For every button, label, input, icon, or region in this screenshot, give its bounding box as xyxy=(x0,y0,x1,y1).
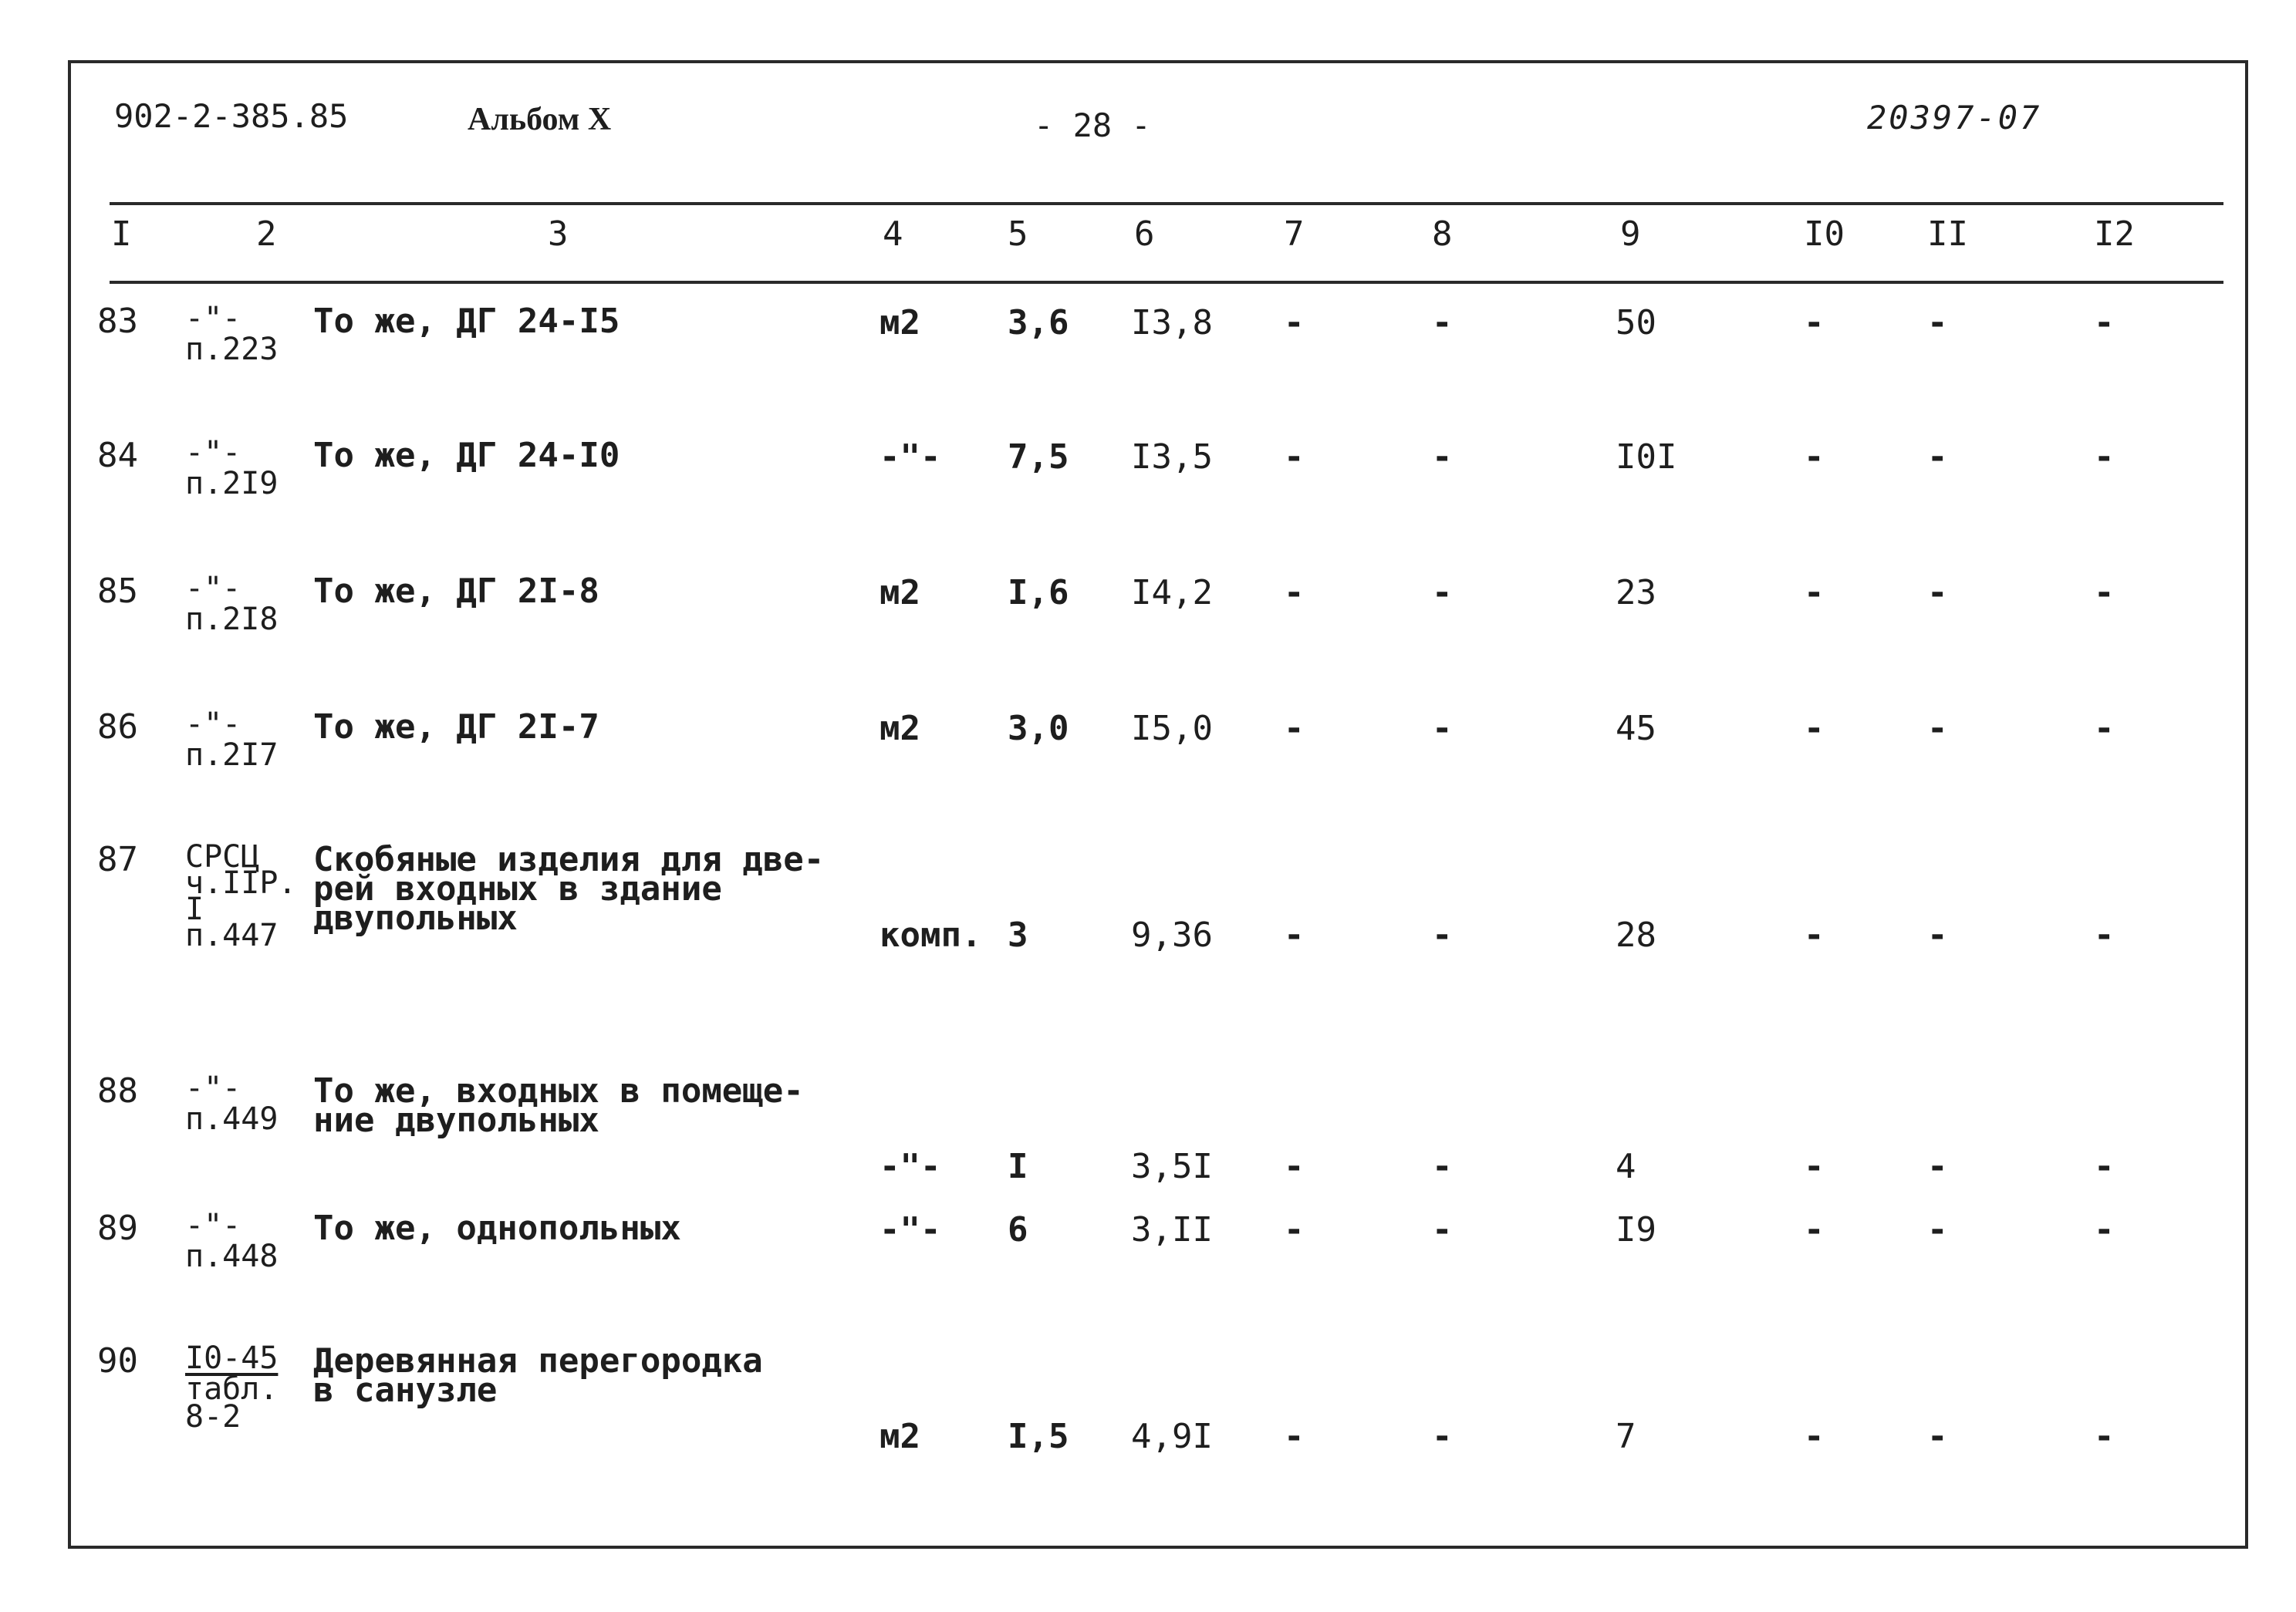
value-c10: - xyxy=(1804,1147,1825,1186)
value-col6: I3,5 xyxy=(1131,437,1213,477)
value-c9: 45 xyxy=(1616,709,1656,748)
reference: п.2I9 xyxy=(185,466,279,501)
unit: м2 xyxy=(880,709,920,748)
row-number: 83 xyxy=(97,302,138,341)
description-line: То же, ДГ 2I-7 xyxy=(313,707,599,747)
quantity: 3,0 xyxy=(1008,709,1069,748)
reference: п.2I8 xyxy=(185,602,279,637)
unit: м2 xyxy=(880,1417,920,1456)
value-c10: - xyxy=(1804,303,1825,342)
value-c7: - xyxy=(1284,916,1305,955)
value-c10: - xyxy=(1804,709,1825,748)
value-c9: 23 xyxy=(1616,573,1656,612)
quantity: 3 xyxy=(1008,916,1028,955)
value-c12: - xyxy=(2094,437,2115,477)
value-col6: 3,II xyxy=(1131,1210,1213,1249)
value-c12: - xyxy=(2094,573,2115,612)
column-number: 6 xyxy=(1134,214,1155,254)
reference: -"- xyxy=(185,301,241,336)
description-line: То же, ДГ 24-I5 xyxy=(313,302,620,341)
row-number: 88 xyxy=(97,1071,138,1111)
row-number: 89 xyxy=(97,1209,138,1248)
value-c10: - xyxy=(1804,1417,1825,1456)
inventory-number: 20397-07 xyxy=(1867,99,2042,137)
value-c9: 4 xyxy=(1616,1147,1636,1186)
value-c7: - xyxy=(1284,1417,1305,1456)
reference: п.448 xyxy=(185,1239,279,1274)
unit: м2 xyxy=(880,573,920,612)
unit: комп. xyxy=(880,916,982,955)
row-number: 84 xyxy=(97,436,138,475)
value-c12: - xyxy=(2094,709,2115,748)
header-rule-bottom xyxy=(110,281,2223,284)
column-number: 5 xyxy=(1008,214,1028,254)
reference: ч.ІІР. xyxy=(185,865,297,901)
value-c7: - xyxy=(1284,437,1305,477)
description-line: рей входных в здание xyxy=(313,869,722,909)
description-line: двупольных xyxy=(313,899,518,938)
description-line: То же, ДГ 24-I0 xyxy=(313,436,620,475)
value-c10: - xyxy=(1804,916,1825,955)
value-c7: - xyxy=(1284,1210,1305,1249)
value-c9: I0I xyxy=(1616,437,1677,477)
value-c11: - xyxy=(1927,1210,1948,1249)
value-c9: 50 xyxy=(1616,303,1656,342)
value-c8: - xyxy=(1432,709,1453,748)
column-number: I2 xyxy=(2094,214,2135,254)
value-c8: - xyxy=(1432,573,1453,612)
description-line: То же, входных в помеще- xyxy=(313,1071,804,1111)
row-number: 86 xyxy=(97,707,138,747)
value-col6: 9,36 xyxy=(1131,916,1213,955)
description-line: в санузле xyxy=(313,1371,498,1410)
value-col6: I5,0 xyxy=(1131,709,1213,748)
reference: п.449 xyxy=(185,1101,279,1137)
header-rule-top xyxy=(110,202,2223,205)
reference: п.2I7 xyxy=(185,737,279,773)
value-c11: - xyxy=(1927,1147,1948,1186)
reference: 8-2 xyxy=(185,1399,241,1435)
reference: I xyxy=(185,892,204,927)
reference: СРСЦ xyxy=(185,839,260,875)
value-c12: - xyxy=(2094,1210,2115,1249)
reference: -"- xyxy=(185,435,241,470)
value-c8: - xyxy=(1432,1417,1453,1456)
value-c7: - xyxy=(1284,573,1305,612)
value-c12: - xyxy=(2094,1147,2115,1186)
value-c10: - xyxy=(1804,1210,1825,1249)
value-c11: - xyxy=(1927,709,1948,748)
description-line: ние двупольных xyxy=(313,1101,599,1140)
value-c7: - xyxy=(1284,303,1305,342)
quantity: 3,6 xyxy=(1008,303,1069,342)
column-number: 3 xyxy=(548,214,569,254)
column-number: 8 xyxy=(1432,214,1453,254)
quantity: I,5 xyxy=(1008,1417,1069,1456)
unit: -"- xyxy=(880,1210,941,1249)
value-c10: - xyxy=(1804,437,1825,477)
value-col6: I3,8 xyxy=(1131,303,1213,342)
row-number: 85 xyxy=(97,572,138,611)
reference: I0-45 xyxy=(185,1341,279,1376)
value-c11: - xyxy=(1927,573,1948,612)
quantity: 6 xyxy=(1008,1210,1028,1249)
value-c8: - xyxy=(1432,437,1453,477)
value-c8: - xyxy=(1432,303,1453,342)
value-c12: - xyxy=(2094,916,2115,955)
unit: м2 xyxy=(880,303,920,342)
value-c11: - xyxy=(1927,437,1948,477)
column-number: I xyxy=(111,214,132,254)
description-line: Скобяные изделия для две- xyxy=(313,840,825,879)
value-c10: - xyxy=(1804,573,1825,612)
column-number: II xyxy=(1927,214,1968,254)
page-number: - 28 - xyxy=(1034,106,1151,144)
reference: табл. xyxy=(185,1371,279,1407)
value-c9: I9 xyxy=(1616,1210,1656,1249)
column-number: 4 xyxy=(883,214,903,254)
reference: -"- xyxy=(185,707,241,742)
value-c8: - xyxy=(1432,1210,1453,1249)
reference: -"- xyxy=(185,1208,241,1243)
column-number: 2 xyxy=(256,214,277,254)
album-title: Альбом X xyxy=(468,102,612,137)
description-line: То же, однопольных xyxy=(313,1209,681,1248)
value-c9: 28 xyxy=(1616,916,1656,955)
row-number: 90 xyxy=(97,1341,138,1381)
quantity: I,6 xyxy=(1008,573,1069,612)
value-c8: - xyxy=(1432,1147,1453,1186)
description-line: Деревянная перегородка xyxy=(313,1341,763,1381)
quantity: 7,5 xyxy=(1008,437,1069,477)
unit: -"- xyxy=(880,1147,941,1186)
value-c7: - xyxy=(1284,1147,1305,1186)
value-col6: I4,2 xyxy=(1131,573,1213,612)
reference: -"- xyxy=(185,1071,241,1106)
value-c12: - xyxy=(2094,303,2115,342)
value-c11: - xyxy=(1927,303,1948,342)
reference: п.447 xyxy=(185,918,279,953)
value-c12: - xyxy=(2094,1417,2115,1456)
description-line: То же, ДГ 2I-8 xyxy=(313,572,599,611)
value-c9: 7 xyxy=(1616,1417,1636,1456)
value-col6: 3,5I xyxy=(1131,1147,1213,1186)
column-number: 9 xyxy=(1620,214,1641,254)
value-c11: - xyxy=(1927,916,1948,955)
quantity: I xyxy=(1008,1147,1028,1186)
column-number: 7 xyxy=(1284,214,1305,254)
column-number: I0 xyxy=(1804,214,1845,254)
value-c8: - xyxy=(1432,916,1453,955)
reference: -"- xyxy=(185,571,241,606)
value-c11: - xyxy=(1927,1417,1948,1456)
row-number: 87 xyxy=(97,840,138,879)
reference: п.223 xyxy=(185,332,279,367)
value-c7: - xyxy=(1284,709,1305,748)
value-col6: 4,9I xyxy=(1131,1417,1213,1456)
doc-code: 902-2-385.85 xyxy=(114,97,349,135)
unit: -"- xyxy=(880,437,941,477)
